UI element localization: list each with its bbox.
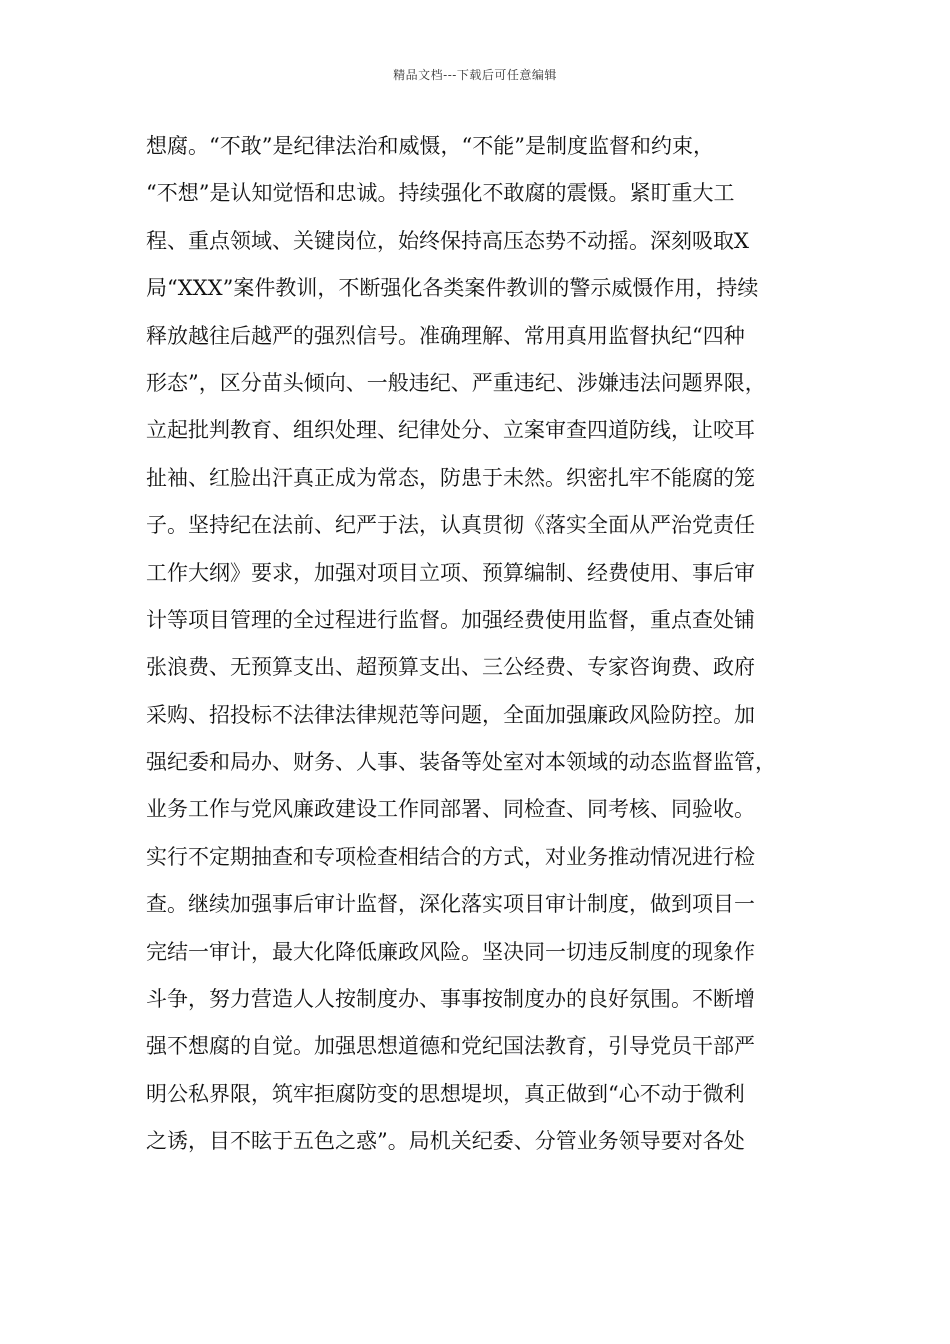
- text-line: 实行不定期抽查和专项检查相结合的方式，对业务推动情况进行检: [146, 844, 755, 869]
- text-line: 之诱，目不眩于五色之惑”。局机关纪委、分管业务领导要对各处: [146, 1129, 745, 1154]
- text-line: 想腐。“不敢”是纪律法治和威慑，“不能”是制度监督和约束，: [146, 134, 714, 158]
- text-line: 明公私界限，筑牢拒腐防变的思想堤坝，真正做到“心不动于微利: [146, 1081, 745, 1106]
- text-line: 形态”，区分苗头倾向、一般违纪、严重违纪、涉嫌违法问题界限，: [146, 370, 766, 395]
- text-line: 斗争，努力营造人人按制度办、事事按制度办的良好氛围。不断增: [146, 987, 755, 1012]
- text-line: 子。坚持纪在法前、纪严于法，认真贯彻《落实全面从严治党责任: [146, 513, 755, 538]
- text-line: 释放越往后越严的强烈信号。准确理解、常用真用监督执纪“四种: [146, 323, 745, 348]
- text-line: 张浪费、无预算支出、超预算支出、三公经费、专家咨询费、政府: [146, 655, 755, 680]
- text-line: 采购、招投标不法律法律规范等问题，全面加强廉政风险防控。加: [146, 702, 755, 727]
- text-line: 工作大纲》要求，加强对项目立项、预算编制、经费使用、事后审: [146, 560, 755, 585]
- text-line: 计等项目管理的全过程进行监督。加强经费使用监督，重点查处铺: [146, 607, 755, 632]
- text-line: 强不想腐的自觉。加强思想道德和党纪国法教育，引导党员干部严: [146, 1034, 755, 1059]
- page-header: 精品文档---下载后可任意编辑: [393, 68, 557, 82]
- body-text: [146, 131, 816, 1174]
- text-line: 完结一审计，最大化降低廉政风险。坚决同一切违反制度的现象作: [146, 939, 755, 964]
- text-line: 扯袖、红脸出汗真正成为常态，防患于未然。织密扎牢不能腐的笼: [146, 465, 755, 490]
- text-line: 程、重点领域、关键岗位，始终保持高压态势不动摇。深刻吸取X: [146, 228, 749, 253]
- text-line: 查。继续加强事后审计监督，深化落实项目审计制度，做到项目一: [146, 892, 755, 917]
- text-line: 强纪委和局办、财务、人事、装备等处室对本领域的动态监督监管，: [146, 750, 776, 775]
- text-line: 局“XXX”案件教训，不断强化各类案件教训的警示威慑作用，持续: [146, 276, 759, 301]
- text-line: 立起批判教育、组织处理、纪律处分、立案审查四道防线，让咬耳: [146, 418, 755, 443]
- text-line: 业务工作与党风廉政建设工作同部署、同检查、同考核、同验收。: [146, 797, 755, 822]
- text-line: “不想”是认知觉悟和忠诚。持续强化不敢腐的震慑。紧盯重大工: [146, 181, 735, 206]
